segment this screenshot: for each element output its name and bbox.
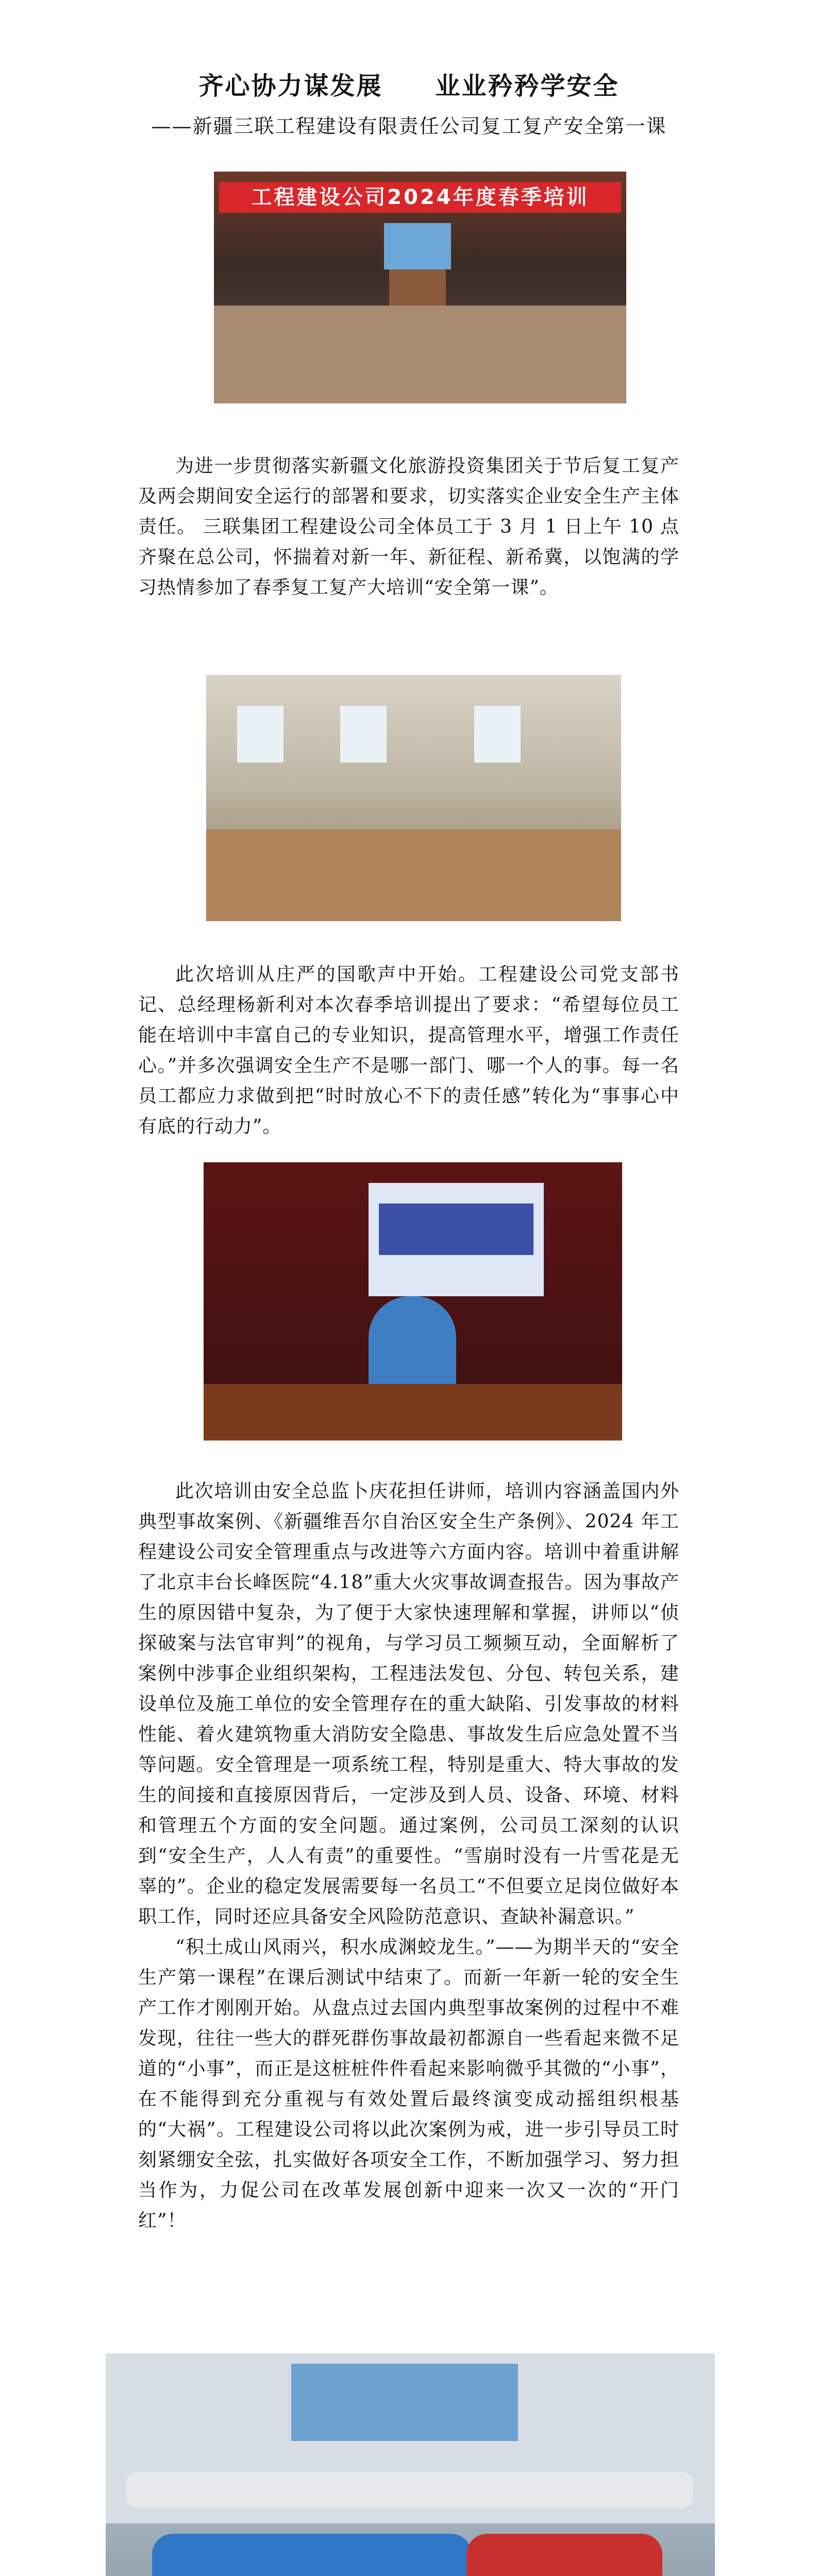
training-banner: 工程建设公司2024年度春季培训 (219, 182, 621, 213)
article-subtitle: ——新疆三联工程建设有限责任公司复工复产安全第一课 (151, 115, 667, 138)
window (237, 706, 283, 762)
desks (206, 829, 621, 921)
audience-area (214, 306, 626, 403)
paragraph-3: 此次培训由安全总监卜庆花担任讲师，培训内容涵盖国内外典型事故案例、《新疆维吾尔自治区安全生产条例》、2024 年工程建设公司安全管理重点与改进等六方面内容。培训中着重讲解了北京丰台长峰医院“4.18”重大火灾事故调查报告。因为事故产生的原因错中复杂，为了便于大家快速理解和掌握，讲师以“侦探破案与法官审判”的视角，与学习员工频频互动，全面解析了案例中涉事企业组织架构，工程违法发包、分包、转包关系，建设单位及施工单位的安全管理存在的重大缺陷、引发事故的材料性能、着火建筑物重大消防安全隐患、事故发生后应急处置不当等问题。安全管理是一项系统工程，特别是重大、特大事故的发生的间接和直接原因背后，一定涉及到人员、设备、环境、材料和管理五个方面的安全问题。通过案例，公司员工深刻的认识到“安全生产，人人有责”的重要性。“雪崩时没有一片雪花是无辜的”。企业的稳定发展需要每一名员工“不但要立足岗位做好本职工作，同时还应具备安全风险防范意识、查缺补漏意识。” “积土成山风雨兴，积水成渊蛟龙生。”——为期半天的“安全生产第一课程”在课后测试中结束了。而新一年新一轮的安全生产工作才刚刚开始。从盘点过去国内典型事故案例的过程中不难发现，往往一些大的群死群伤事故最初都源自一些看起来微不足道的“小事”，而正是这桩桩件件看起来影响微乎其微的“小事”，在不能得到充分重视与有效处置后最终演变成动摇组织根基的“大祸”。工程建设公司将以此次案例为戒，进一步引导员工时刻紧绷安全弦，扎实做好各项安全工作，不断加强学习、努力担当作为，力促公司在改革发展创新中迎来一次又一次的“开门红”！ (138, 1481, 679, 2231)
window (340, 706, 387, 762)
article-title: 齐心协力谋发展 业业矜矜学安全 (198, 72, 620, 100)
group-photo (106, 2353, 715, 2576)
staff-group-blue (152, 2534, 472, 2576)
building-glass (291, 2364, 518, 2441)
speaker-photo (204, 1162, 622, 1440)
training-hall-photo (214, 172, 626, 403)
window (474, 706, 521, 762)
projection-screen (384, 223, 451, 269)
classroom-photo (206, 675, 621, 921)
paragraph-2: 此次培训从庄严的国歌声中开始。工程建设公司党支部书记、总经理杨新利对本次春季培训提出了要求：“希望每位员工能在培训中丰富自己的专业知识，提高管理水平，增强工作责任心。”并多次强调安全生产不是哪一部门、哪一个人的事。每一名员工都应力求做到把“时时放心不下的责任感”转化为“事事心中有底的行动力”。 (138, 964, 679, 1137)
lecturer (369, 1296, 456, 1389)
lecture-table (204, 1384, 622, 1440)
projection-screen (369, 1183, 544, 1296)
podium (389, 269, 446, 306)
screen-band (379, 1204, 533, 1255)
paragraph-1: 为进一步贯彻落实新疆文化旅游投资集团关于节后复工复产及两会期间安全运行的部署和要求，切实落实企业安全生产主体责任。 三联集团工程建设公司全体员工于 3 月 1 日上午 10 点齐聚在总公司，怀揣着对新一年、新征程、新希冀，以饱满的学习热情参加了春季复工复产大培训“安全第一课”。 (138, 455, 679, 598)
entrance-canopy (126, 2472, 693, 2508)
staff-group-red (466, 2534, 662, 2576)
